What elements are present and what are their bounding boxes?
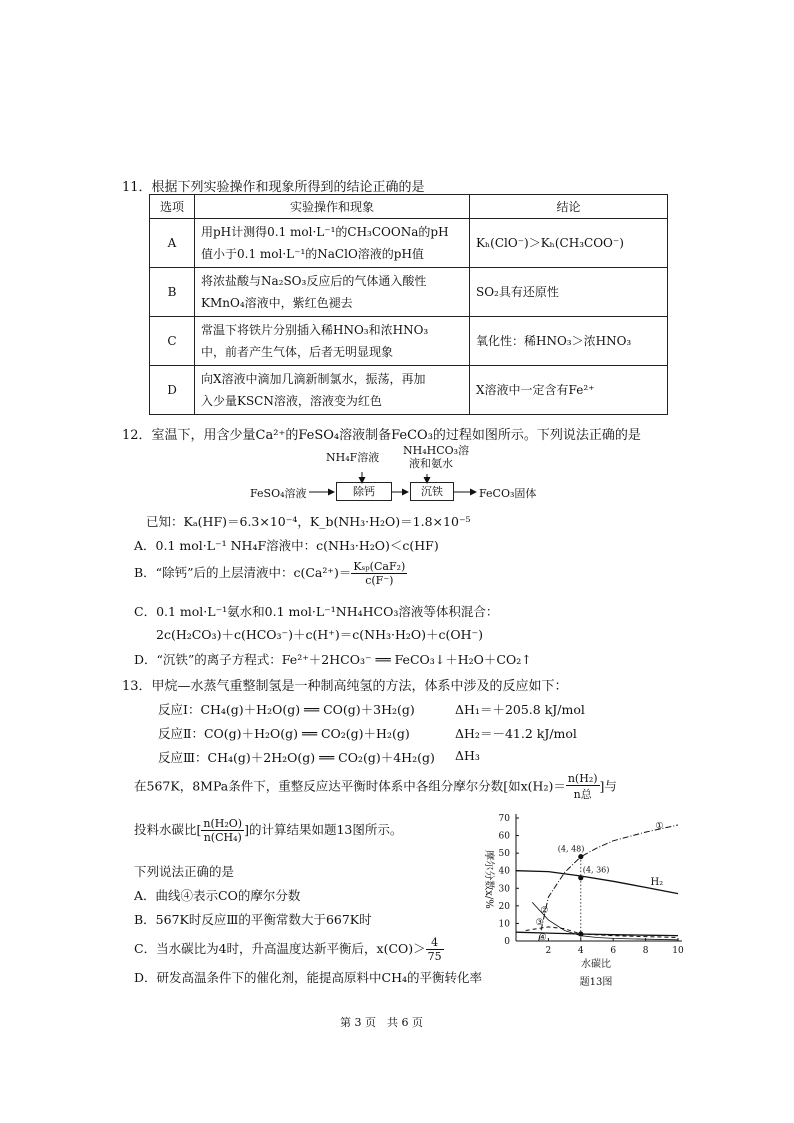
series-label: ②: [540, 905, 549, 916]
q13-stem: 13．甲烷—水蒸气重整制氢是一种制高纯氢的方法，体系中涉及的反应如下：: [122, 679, 568, 694]
q13-reaction-3-enthalpy: ΔH₃: [455, 748, 480, 763]
q13-reaction-3: 反应Ⅲ：CH₄(g)＋2H₂O(g) ══ CO₂(g)＋4H₂(g): [158, 750, 435, 765]
row-label: D: [150, 366, 195, 415]
q13-option-c: C．当水碳比为4时，升高温度达新平衡后，x(CO)＞ $\frac{4}{75}$: [134, 936, 442, 963]
row-label: A: [150, 219, 195, 268]
row-operation: 常温下将铁片分别插入稀HNO₃和浓HNO₃ 中，前者产生气体，后者无明显现象: [195, 317, 470, 366]
y-axis-label: 摩尔分数x/%: [483, 850, 494, 909]
q13-condition: 在567K，8MPa条件下，重整反应达平衡时体系中各组分摩尔分数[如x(H₂)＝ $\frac{\text{n(H₂)}}{\text{n总}}$ ]与: [134, 772, 617, 801]
q11-table: [149, 194, 668, 415]
flow-step-remove-calcium: 除钙: [336, 482, 392, 501]
table-row: [150, 317, 668, 366]
series-label: ④: [538, 932, 547, 943]
q13-reaction-2: 反应Ⅱ：CO(g)＋H₂O(g) ══ CO₂(g)＋H₂(g): [158, 726, 410, 741]
row-conclusion: 氧化性：稀HNO₃＞浓HNO₃: [470, 317, 668, 366]
table-row: [150, 219, 668, 268]
row-operation: 将浓盐酸与Na₂SO₃反应后的气体通入酸性 KMnO₄溶液中，紫红色褪去: [195, 268, 470, 317]
q13-option-d: D．研发高温条件下的催化剂，能提高原料中CH₄的平衡转化率: [134, 970, 482, 985]
y-tick-label: 10: [498, 919, 510, 930]
fraction: $\frac{\text{n(H₂)}}{\text{n总}}$: [567, 772, 598, 801]
data-point: [578, 854, 583, 859]
x-tick-label: 2: [545, 946, 552, 956]
y-tick-label: 20: [498, 901, 510, 912]
row-operation: 用pH计测得0.1 mol·L⁻¹的CH₃COONa的pH 值小于0.1 mol·L⁻¹的NaClO溶液的pH值: [195, 219, 470, 268]
x-tick-label: 6: [610, 946, 617, 956]
chart-title: 题13图: [579, 977, 613, 988]
fraction: $\frac{\text{n(H₂O)}}{\text{n(CH₄)}}$: [203, 817, 243, 844]
fraction: $\frac{4}{75}$: [427, 936, 442, 963]
series-label: H₂: [650, 876, 664, 888]
q12-option-b: B．“除钙”后的上层清液中：c(Ca²⁺)＝ $\frac{\text{Kₛₚ(CaF₂)}}{c(F^-)}$: [134, 560, 406, 587]
page-footer: 第 3 页 共 6 页: [340, 1016, 423, 1029]
flow-end: FeCO₃固体: [479, 487, 537, 500]
q13-reaction-2-enthalpy: ΔH₂＝－41.2 kJ/mol: [455, 726, 577, 741]
q13-ratio: 投料水碳比[ $\frac{\text{n(H₂O)}}{\text{n(CH₄)}}$ ]的计算结果如题13图所示。: [134, 817, 403, 844]
header-conclusion: 结论: [470, 195, 668, 219]
x-tick-label: 4: [577, 946, 584, 956]
q13-reaction-1-enthalpy: ΔH₁＝＋205.8 kJ/mol: [455, 702, 585, 717]
q11-stem: 11．根据下列实验操作和现象所得到的结论正确的是: [122, 180, 425, 195]
row-conclusion: SO₂具有还原性: [470, 268, 668, 317]
flow-step-precipitate-iron: 沉铁: [410, 482, 454, 501]
q13-ask: 下列说法正确的是: [134, 864, 235, 879]
flow-reagent-1: NH₄F溶液: [326, 451, 380, 464]
row-conclusion: Kₕ(ClO⁻)＞Kₕ(CH₃COO⁻): [470, 219, 668, 268]
y-tick-label: 60: [498, 831, 510, 842]
q12-option-d: D．“沉铁”的离子方程式：Fe²⁺＋2HCO₃⁻ ══ FeCO₃↓＋H₂O＋CO₂↑: [134, 652, 532, 667]
row-label: C: [150, 317, 195, 366]
x-tick-label: 8: [642, 946, 649, 956]
fraction: $\frac{\text{Kₛₚ(CaF₂)}}{c(F^-)}$: [353, 560, 406, 587]
y-tick-label: 40: [498, 866, 510, 877]
q13-option-b: B．567K时反应Ⅲ的平衡常数大于667K时: [134, 912, 372, 927]
flow-start: FeSO₄溶液: [250, 487, 307, 500]
q12-known: 已知：Kₐ(HF)＝6.3×10⁻⁴，K_b(NH₃·H₂O)＝1.8×10⁻⁵: [146, 514, 471, 529]
q13-chart: [470, 800, 700, 1015]
series-label: ①: [655, 821, 664, 832]
q12-option-a: A．0.1 mol·L⁻¹ NH₄F溶液中：c(NH₃·H₂O)＜c(HF): [134, 538, 439, 553]
flow-reagent-2: NH₄HCO₃溶 液和氨水: [403, 444, 470, 470]
q12-stem: 12．室温下，用含少量Ca²⁺的FeSO₄溶液制备FeCO₃的过程如图所示。下列说法正确的是: [122, 428, 641, 443]
data-point-label: (4, 48): [557, 844, 585, 854]
y-tick-label: 0: [504, 937, 510, 947]
data-point: [578, 875, 583, 880]
y-tick-label: 50: [498, 849, 510, 860]
header-option: 选项: [150, 195, 195, 219]
series-label: ③: [535, 918, 544, 929]
header-operation: 实验操作和现象: [195, 195, 470, 219]
q13-reaction-1: 反应Ⅰ：CH₄(g)＋H₂O(g) ══ CO(g)＋3H₂(g): [158, 702, 415, 717]
q13-option-a: A．曲线④表示CO的摩尔分数: [134, 888, 301, 903]
table-row: [150, 268, 668, 317]
row-operation: 向X溶液中滴加几滴新制氯水，振荡，再加 入少量KSCN溶液，溶液变为红色: [195, 366, 470, 415]
row-label: B: [150, 268, 195, 317]
data-point: [578, 931, 583, 936]
y-tick-label: 70: [498, 814, 510, 824]
x-tick-label: 10: [672, 946, 684, 956]
y-tick-label: 30: [498, 884, 510, 895]
x-axis-label: 水碳比: [581, 959, 611, 970]
data-point-label: (4, 36): [582, 865, 610, 875]
q12-option-c: C．0.1 mol·L⁻¹氨水和0.1 mol·L⁻¹NH₄HCO₃溶液等体积混合：: [134, 604, 499, 619]
q12-option-c-equation: 2c(H₂CO₃)＋c(HCO₃⁻)＋c(H⁺)＝c(NH₃·H₂O)＋c(OH⁻): [156, 627, 484, 642]
row-conclusion: X溶液中一定含有Fe²⁺: [470, 366, 668, 415]
table-row: [150, 366, 668, 415]
table-header-row: [150, 195, 668, 219]
